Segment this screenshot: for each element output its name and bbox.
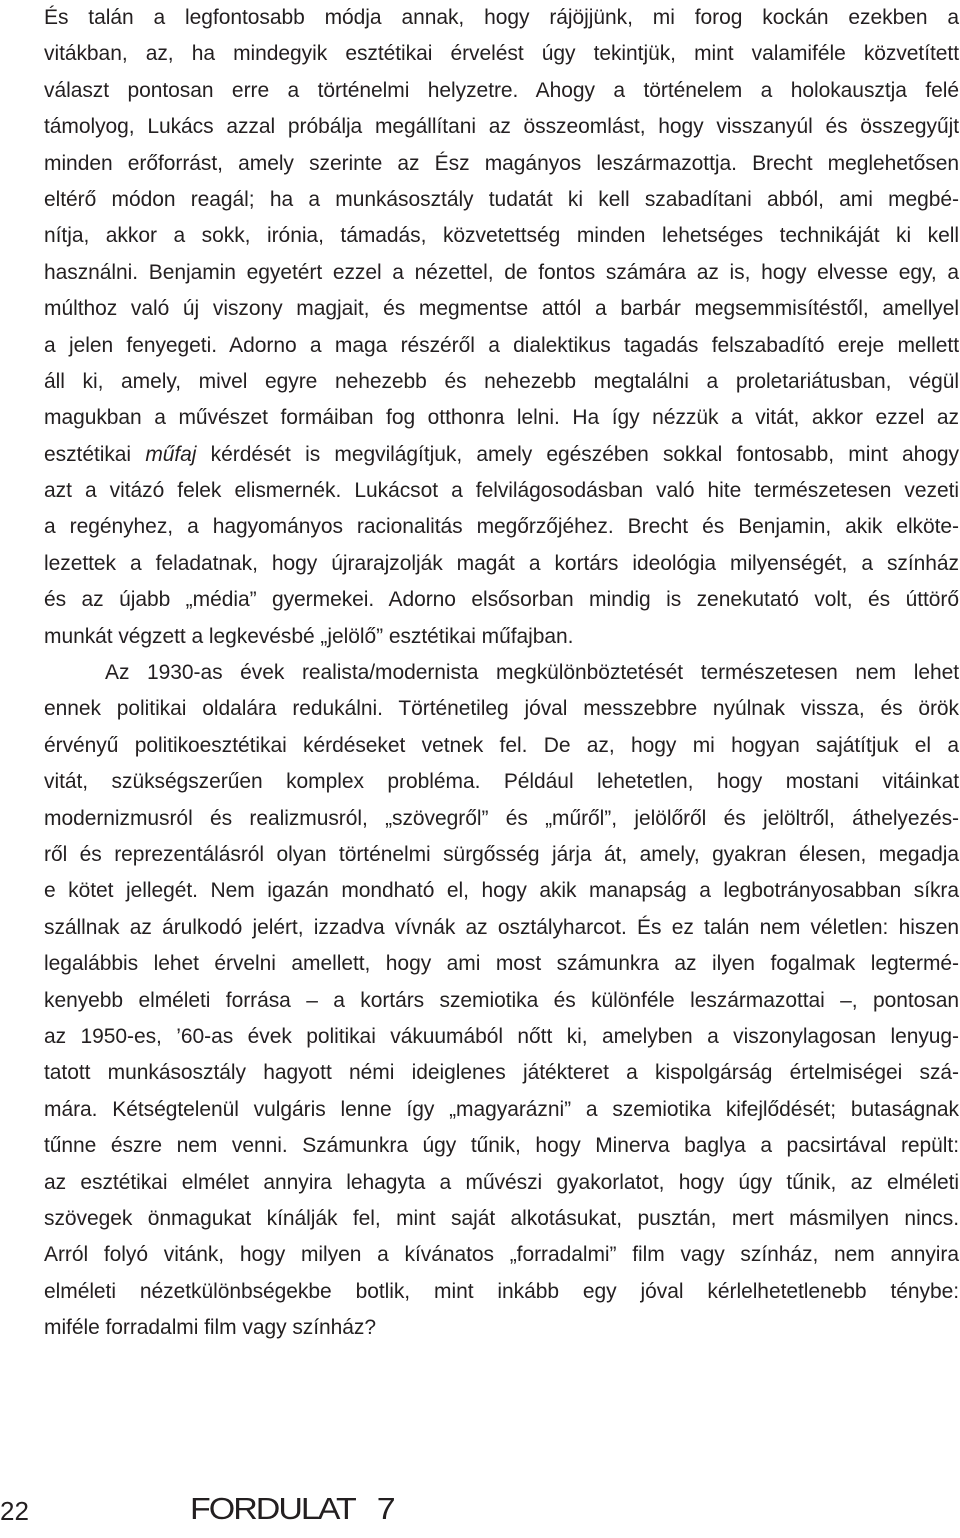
text-line: miféle forradalmi film vagy színház? [44,1316,376,1340]
text-line: legalábbis lehet érvelni amellett, hogy ami most számunkra az ilyen fogalmak legtermé- [44,952,959,976]
text-line: ről és reprezentálásról olyan történelmi sürgősség járja át, amely, gyakran élesen, megadja [44,842,959,866]
journal-title [190,1492,394,1527]
text-line: ennek politikai oldalára redukálni. Történetileg jóval messzebbre nyúlnak vissza, és örök [44,697,959,721]
text-line: a jelen fenyegeti. Adorno a maga részéről a dialektikus tagadás felszabadító ereje mellett [44,333,959,357]
text-line: modernizmusról és realizmusról, „szövegről” és „műről”, jelölőről és jelöltről, áthelyezés- [44,806,959,830]
page-footer [0,1488,960,1538]
text-line: e kötet jellegét. Nem igazán mondható el, hogy akik manapság a legbotrányosabban síkra [44,879,959,903]
text-line: érvényű politikoesztétikai kérdéseket vetnek fel. De az, hogy mi hogyan sajátítjuk el a [44,733,959,757]
text-line: áll ki, amely, mivel egyre nehezebb és nehezebb megtalálni a proletariátusban, végül [44,369,959,393]
text-line: múlthoz való új viszony magjait, és megmentse attól a barbár megsemmisítéstől, amellyel [44,297,959,321]
text-line: szállnak az árulkodó jelért, izzadva vívnák az osztályharcot. És ez talán nem véletlen: hiszen [44,915,959,939]
paragraph-2 [44,655,959,1346]
text-line: kenyebb elméleti forrása – a kortárs szemiotika és különféle leszármazottai –, pontosan [44,988,959,1012]
text-line: Arról folyó vitánk, hogy milyen a kívánatos „forradalmi” film vagy színház, nem annyira [44,1243,959,1267]
text-line: magukban a művészet formáiban fog otthonra lelni. Ha így nézzük a vitát, akkor ezzel az [44,406,959,430]
text-line: vitát, szükségszerűen komplex probléma. Például lehetetlen, hogy mostani vitáinkat [44,770,959,794]
text-line: mára. Kétségtelenül vulgáris lenne így „magyarázni” a szemiotika kifejlődését; butaságnak [44,1097,959,1121]
text-line: Az 1930-as évek realista/modernista megkülönböztetését természetesen nem lehet [105,661,959,685]
text-line: tűnne észre nem venni. Számunkra úgy tűnik, hogy Minerva baglya a pacsirtával repült: [44,1134,959,1158]
text-line: az 1950-es, ’60-as évek politikai vákuumából nőtt ki, amelyben a viszonylagosan lenyug- [44,1024,959,1048]
text-line: vitákban, az, ha mindegyik esztétikai érvelést úgy tekintjük, mint valamiféle közvetített [44,42,959,66]
page-number: 22 [0,1496,29,1526]
text-line: minden erőforrást, amely szerinte az Ész magányos leszármazottja. Brecht meglehetősen [44,151,959,175]
text-line [44,437,959,473]
text-segment: kérdését is megvilágítjuk, amely egészében sokkal fontosabb, mint ahogy [196,442,959,466]
text-line: és az újabb „média” gyermekei. Adorno elsősorban mindig is zenekutató volt, és úttörő [44,588,959,612]
text-line: munkát végzett a legkevésbé „jelölő” esztétikai műfajban. [44,624,574,648]
text-line: lezettek a feladatnak, hogy újrarajzolják magát a kortárs ideológia milyenségét, a színház [44,551,959,575]
text-line: szövegek önmagukat kínálják fel, mint saját alkotásukat, pusztán, mert másmilyen nincs. [44,1206,959,1230]
text-segment: esztétikai [44,442,146,466]
journal-name: FORDULAT [190,1491,355,1527]
text-line: És talán a legfontosabb módja annak, hogy rájöjjünk, mi forog kockán ezekben a [44,6,959,29]
text-line: választ pontosan erre a történelmi helyzetre. Ahogy a történelem a holokausztja felé [44,78,959,102]
text-line: a regényhez, a hagyományos racionalitás megőrzőjéhez. Brecht és Benjamin, akik elköte- [44,515,959,539]
text-line: elméleti nézetkülönbségekbe botlik, mint inkább egy jóval kérlelhetetlenebb ténybe: [44,1279,959,1303]
italic-term: műfaj [145,442,197,466]
text-line: nítja, akkor a sokk, irónia, támadás, közvetettség minden lehetséges technikáját ki kell [44,224,959,248]
issue-number: 7 [376,1491,394,1527]
text-line: használni. Benjamin egyetért ezzel a nézettel, de fontos számára az is, hogy elvesse egy, a [44,260,959,284]
text-line: támolyog, Lukács azzal próbálja megállítani az összeomlást, hogy visszanyúl és összegyűjt [44,115,959,139]
text-line: eltérő módon reagál; ha a munkásosztály tudatát ki kell szabadítani abból, ami megbé- [44,187,959,211]
paragraph-1 [44,0,959,655]
text-line: tatott munkásosztály hagyott némi ideiglenes játékteret a kispolgárság értelmiségei szá- [44,1061,959,1085]
text-line: az esztétikai elmélet annyira lehagyta a művészi gyakorlatot, hogy úgy tűnik, az elméleti [44,1170,959,1194]
text-line: azt a vitázó felek elismernék. Lukácsot a felvilágosodásban való hite természetesen vezeti [44,479,959,503]
body-text [44,0,959,1346]
